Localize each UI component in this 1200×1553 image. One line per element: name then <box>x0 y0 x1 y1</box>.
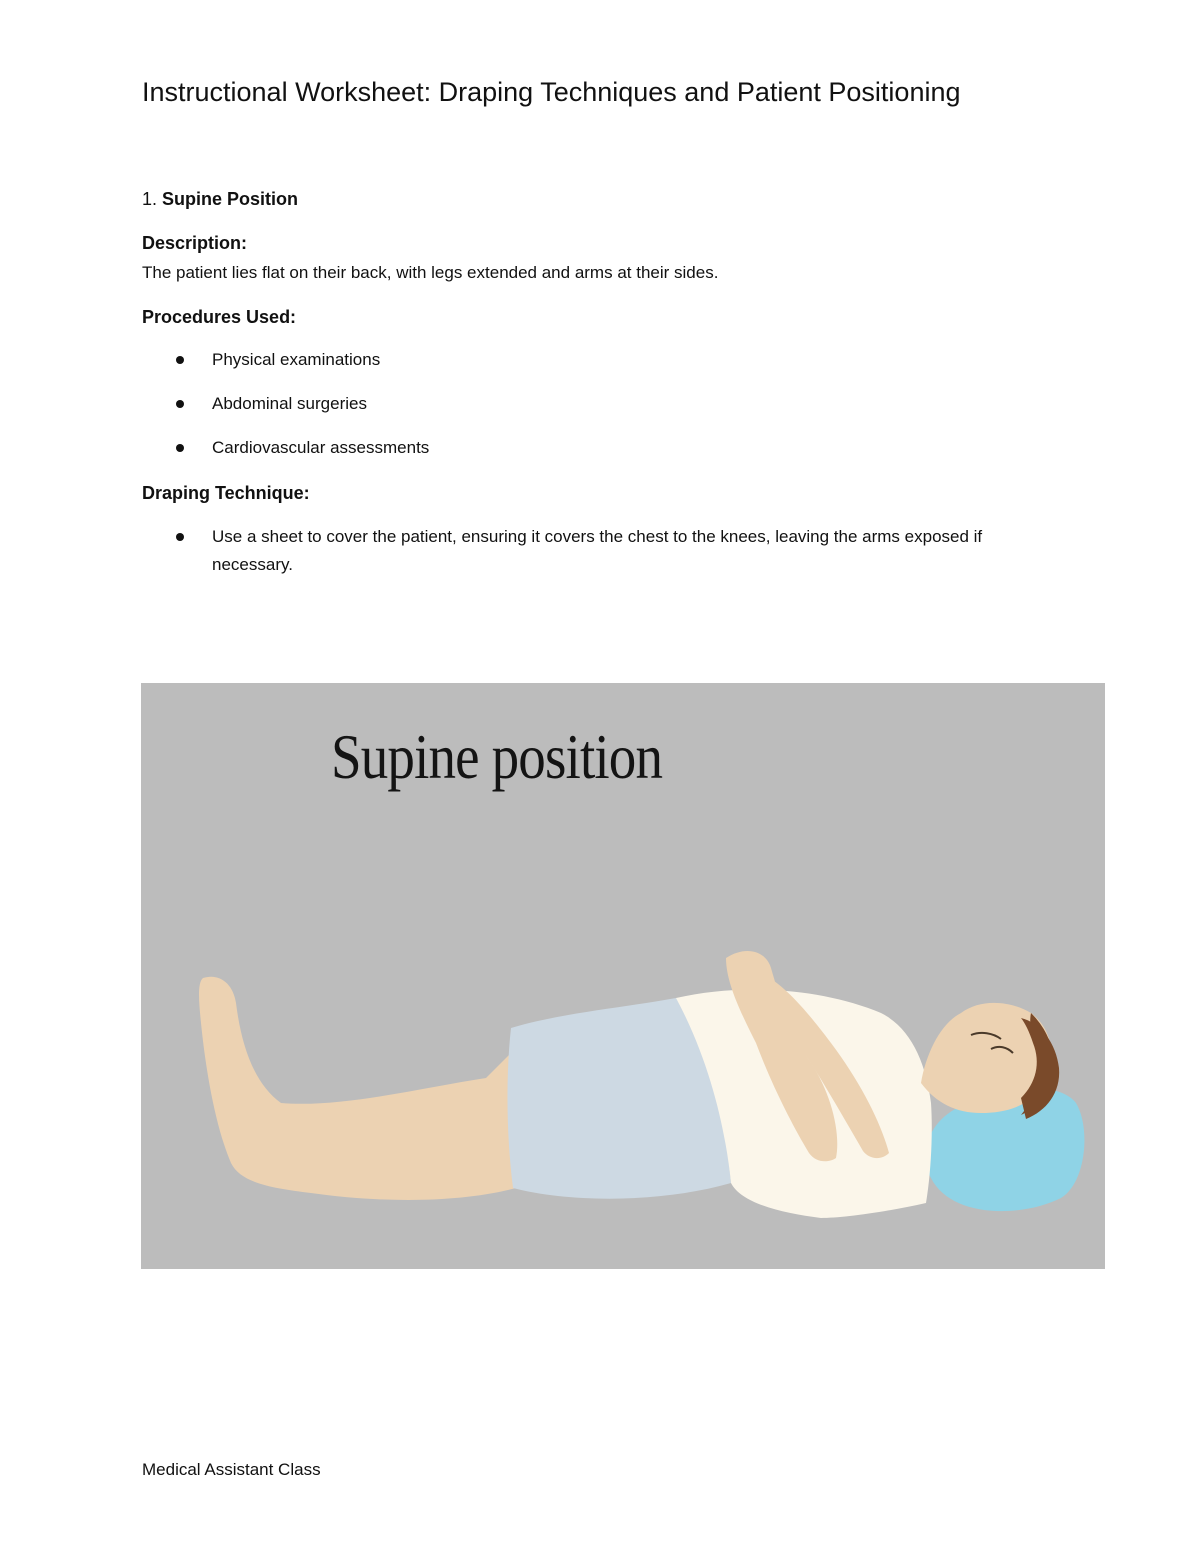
list-item <box>142 346 1042 374</box>
supine-position-image <box>141 683 1105 1269</box>
description-label: Description: <box>142 233 248 253</box>
procedure-text: Physical examinations <box>212 350 381 369</box>
list-item <box>142 434 1042 462</box>
draping-text: Use a sheet to cover the patient, ensuring it covers the chest to the knees, leaving the arms exposed if necessary. <box>212 527 983 574</box>
document-title: Instructional Worksheet: Draping Techniques and Patient Positioning <box>142 77 961 107</box>
legs-shape <box>199 977 516 1200</box>
section-heading <box>142 186 298 212</box>
procedure-text: Abdominal surgeries <box>212 394 367 413</box>
description-text: The patient lies flat on their back, with legs extended and arms at their sides. <box>142 263 719 282</box>
section-number: 1. <box>142 189 158 209</box>
bullet-icon <box>176 533 184 541</box>
section-title: Supine Position <box>162 189 299 209</box>
procedure-text: Cardiovascular assessments <box>212 438 430 457</box>
footer-text: Medical Assistant Class <box>142 1460 321 1479</box>
bullet-icon <box>176 356 184 364</box>
list-item <box>142 523 1022 579</box>
figure-caption: Supine position <box>331 721 663 792</box>
draping-list <box>142 523 1022 579</box>
procedures-label: Procedures Used: <box>142 307 297 327</box>
list-item <box>142 390 1042 418</box>
bullet-icon <box>176 400 184 408</box>
procedures-list <box>142 346 1042 462</box>
bullet-icon <box>176 444 184 452</box>
draping-label: Draping Technique: <box>142 483 310 503</box>
